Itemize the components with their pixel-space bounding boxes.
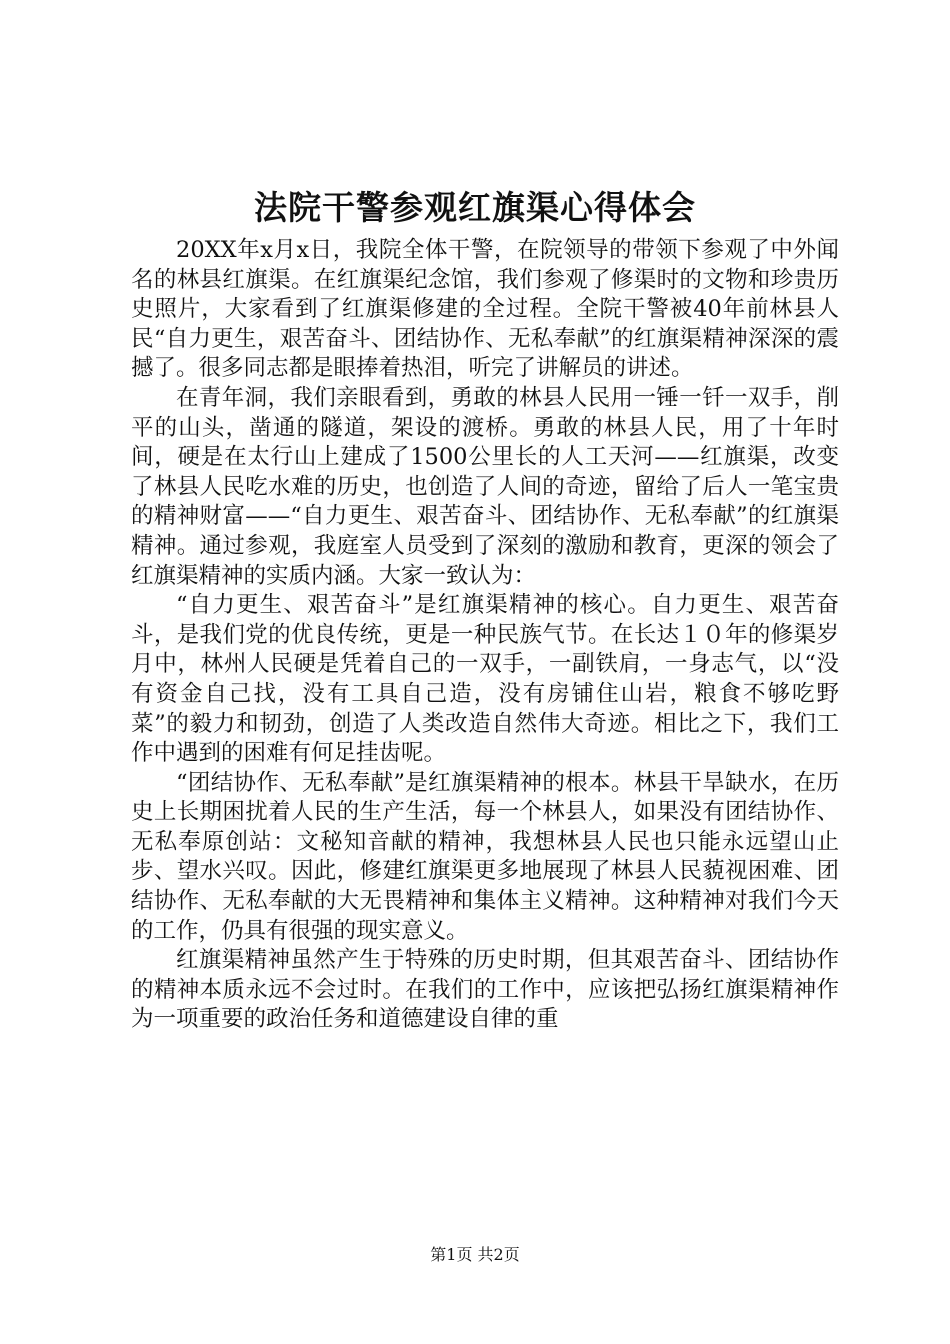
document-title: 法院干警参观红旗渠心得体会	[254, 188, 696, 227]
page-number-footer: 第1页 共2页	[430, 1245, 520, 1264]
paragraph: 红旗渠精神虽然产生于特殊的历史时期，但其艰苦奋斗、团结协作的精神本质永远不会过时。在我们的工作中，应该把弘扬红旗渠精神作为一项重要的政治任务和道德建设自律的重	[131, 947, 839, 1033]
paragraph: “自力更生、艰苦奋斗”是红旗渠精神的核心。自力更生、艰苦奋斗，是我们党的优良传统，更是一种民族气节。在长达１０年的修渠岁月中，林州人民硬是凭着自己的一双手，一副铁肩，一身志气，以“没有资金自己找，没有工具自己造，没有房铺住山岩，粮食不够吃野菜”的毅力和韧劲，创造了人类改造自然伟大奇迹。相比之下，我们工作中遇到的困难有何足挂齿呢。	[131, 592, 839, 767]
document-body	[131, 236, 839, 1035]
paragraph: “团结协作、无私奉献”是红旗渠精神的根本。林县干旱缺水，在历史上长期困扰着人民的生产生活，每一个林县人，如果没有团结协作、无私奉原创站：文秘知音献的精神，我想林县人民也只能永远望山止步、望水兴叹。因此，修建红旗渠更多地展现了林县人民藐视困难、团结协作、无私奉献的大无畏精神和集体主义精神。这种精神对我们今天的工作，仍具有很强的现实意义。	[131, 769, 839, 944]
paragraph: 在青年洞，我们亲眼看到，勇敢的林县人民用一锤一钎一双手，削平的山头，凿通的隧道，架设的渡桥。勇敢的林县人民，用了十年时间，硬是在太行山上建成了1500公里长的人工天河——红旗渠，改变了林县人民吃水难的历史，也创造了人间的奇迹，留给了后人一笔宝贵的精神财富——“自力更生、艰苦奋斗、团结协作、无私奉献”的红旗渠精神。通过参观，我庭室人员受到了深刻的激励和教育，更深的领会了红旗渠精神的实质内涵。大家一致认为：	[131, 384, 839, 589]
paragraph: 20XX年x月x日，我院全体干警，在院领导的带领下参观了中外闻名的林县红旗渠。在红旗渠纪念馆，我们参观了修渠时的文物和珍贵历史照片，大家看到了红旗渠修建的全过程。全院干警被40年前林县人民“自力更生，艰苦奋斗、团结协作、无私奉献”的红旗渠精神深深的震撼了。很多同志都是眼捧着热泪，听完了讲解员的讲述。	[131, 237, 839, 382]
